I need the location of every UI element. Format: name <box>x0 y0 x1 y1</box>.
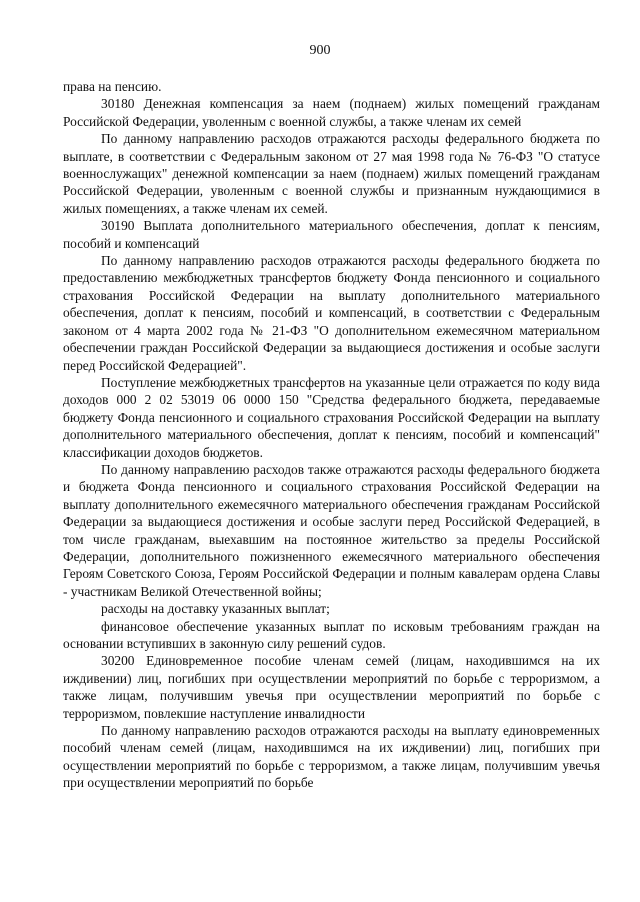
paragraph-30190-delivery: расходы на доставку указанных выплат; <box>101 601 330 617</box>
expense-code-heading-30200: 30200 Единовременное пособие членам семей (лицам, находившимся на их иждивении) лиц, погибших при осуществлении мероприятий по борьбе с терроризмом, а также лицам, получившим увечья при осуществлении мероприятий по борьбе с терроризмом, повлекшие наступление инвалидности <box>63 653 600 721</box>
paragraph-30190-court-decisions: финансовое обеспечение указанных выплат по исковым требованиям граждан на основании вступивших в законную силу решений судов. <box>63 618 600 651</box>
paragraph-30190-additional-expenses: По данному направлению расходов также отражаются расходы федерального бюджета и бюджета Фонда пенсионного и социального страхования Российской Федерации на выплату дополнительного ежемесячного материального обеспечения гражданам Российской Федерации за выдающиеся достижения и особые заслуги перед Российской Федерацией, в том числе гражданам, выехавшим на постоянное жительство за пределы Российской Федерации, дополнительного пожизненного ежемесячного материального обеспечения Героям Советского Союза, Героям Российской Федерации и полным кавалерам ордена Славы - участникам Великой Отечественной войны; <box>63 461 600 599</box>
paragraph-30180-description: По данному направлению расходов отражаются расходы федерального бюджета по выплате, в соответствии с Федеральным законом от 27 мая 1998 года № 76-ФЗ "О статусе военнослужащих" денежной компенсации за наем (поднаем) жилых помещений гражданам Российской Федерации, уволенным с военной службы и признанным нуждающимися в жилых помещениях, а также членам их семей. <box>63 131 600 216</box>
page-number: 900 <box>309 43 331 58</box>
expense-code-heading-30180: 30180 Денежная компенсация за наем (поднаем) жилых помещений гражданам Российской Федерации, уволенным с военной службы, а также членам их семей <box>63 96 600 129</box>
paragraph-30190-income-code: Поступление межбюджетных трансфертов на указанные цели отражается по коду вида доходов 000 2 02 53019 06 0000 150 "Средства федерального бюджета, передаваемые бюджету Фонда пенсионного и социального страхования Российской Федерации на выплату дополнительного материального обеспечения, доплат к пенсиям, пособий и компенсаций" классификации доходов бюджетов. <box>63 374 600 460</box>
document-body <box>63 78 600 792</box>
paragraph-30190-description: По данному направлению расходов отражаются расходы федерального бюджета по предоставлению межбюджетных трансфертов бюджету Фонда пенсионного и социального страхования Российской Федерации на выплату дополнительного материального обеспечения, доплат к пенсиям, пособий и компенсаций, в соответствии с Федеральным законом от 4 марта 2002 года № 21-ФЗ "О дополнительном ежемесячном материальном обеспечении граждан Российской Федерации за выдающиеся достижения и особые заслуги перед Российской Федерацией". <box>63 253 600 373</box>
paragraph-continuation: права на пенсию. <box>63 79 162 94</box>
expense-code-heading-30190: 30190 Выплата дополнительного материального обеспечения, доплат к пенсиям, пособий и компенсаций <box>63 218 600 251</box>
paragraph-30200-description: По данному направлению расходов отражаются расходы на выплату единовременных пособий членам семей (лицам, находившимся на их иждивении) лиц, погибших при осуществлении мероприятий по борьбе с терроризмом, а также лицам, получившим увечья при осуществлении мероприятий по борьбе <box>63 723 600 791</box>
